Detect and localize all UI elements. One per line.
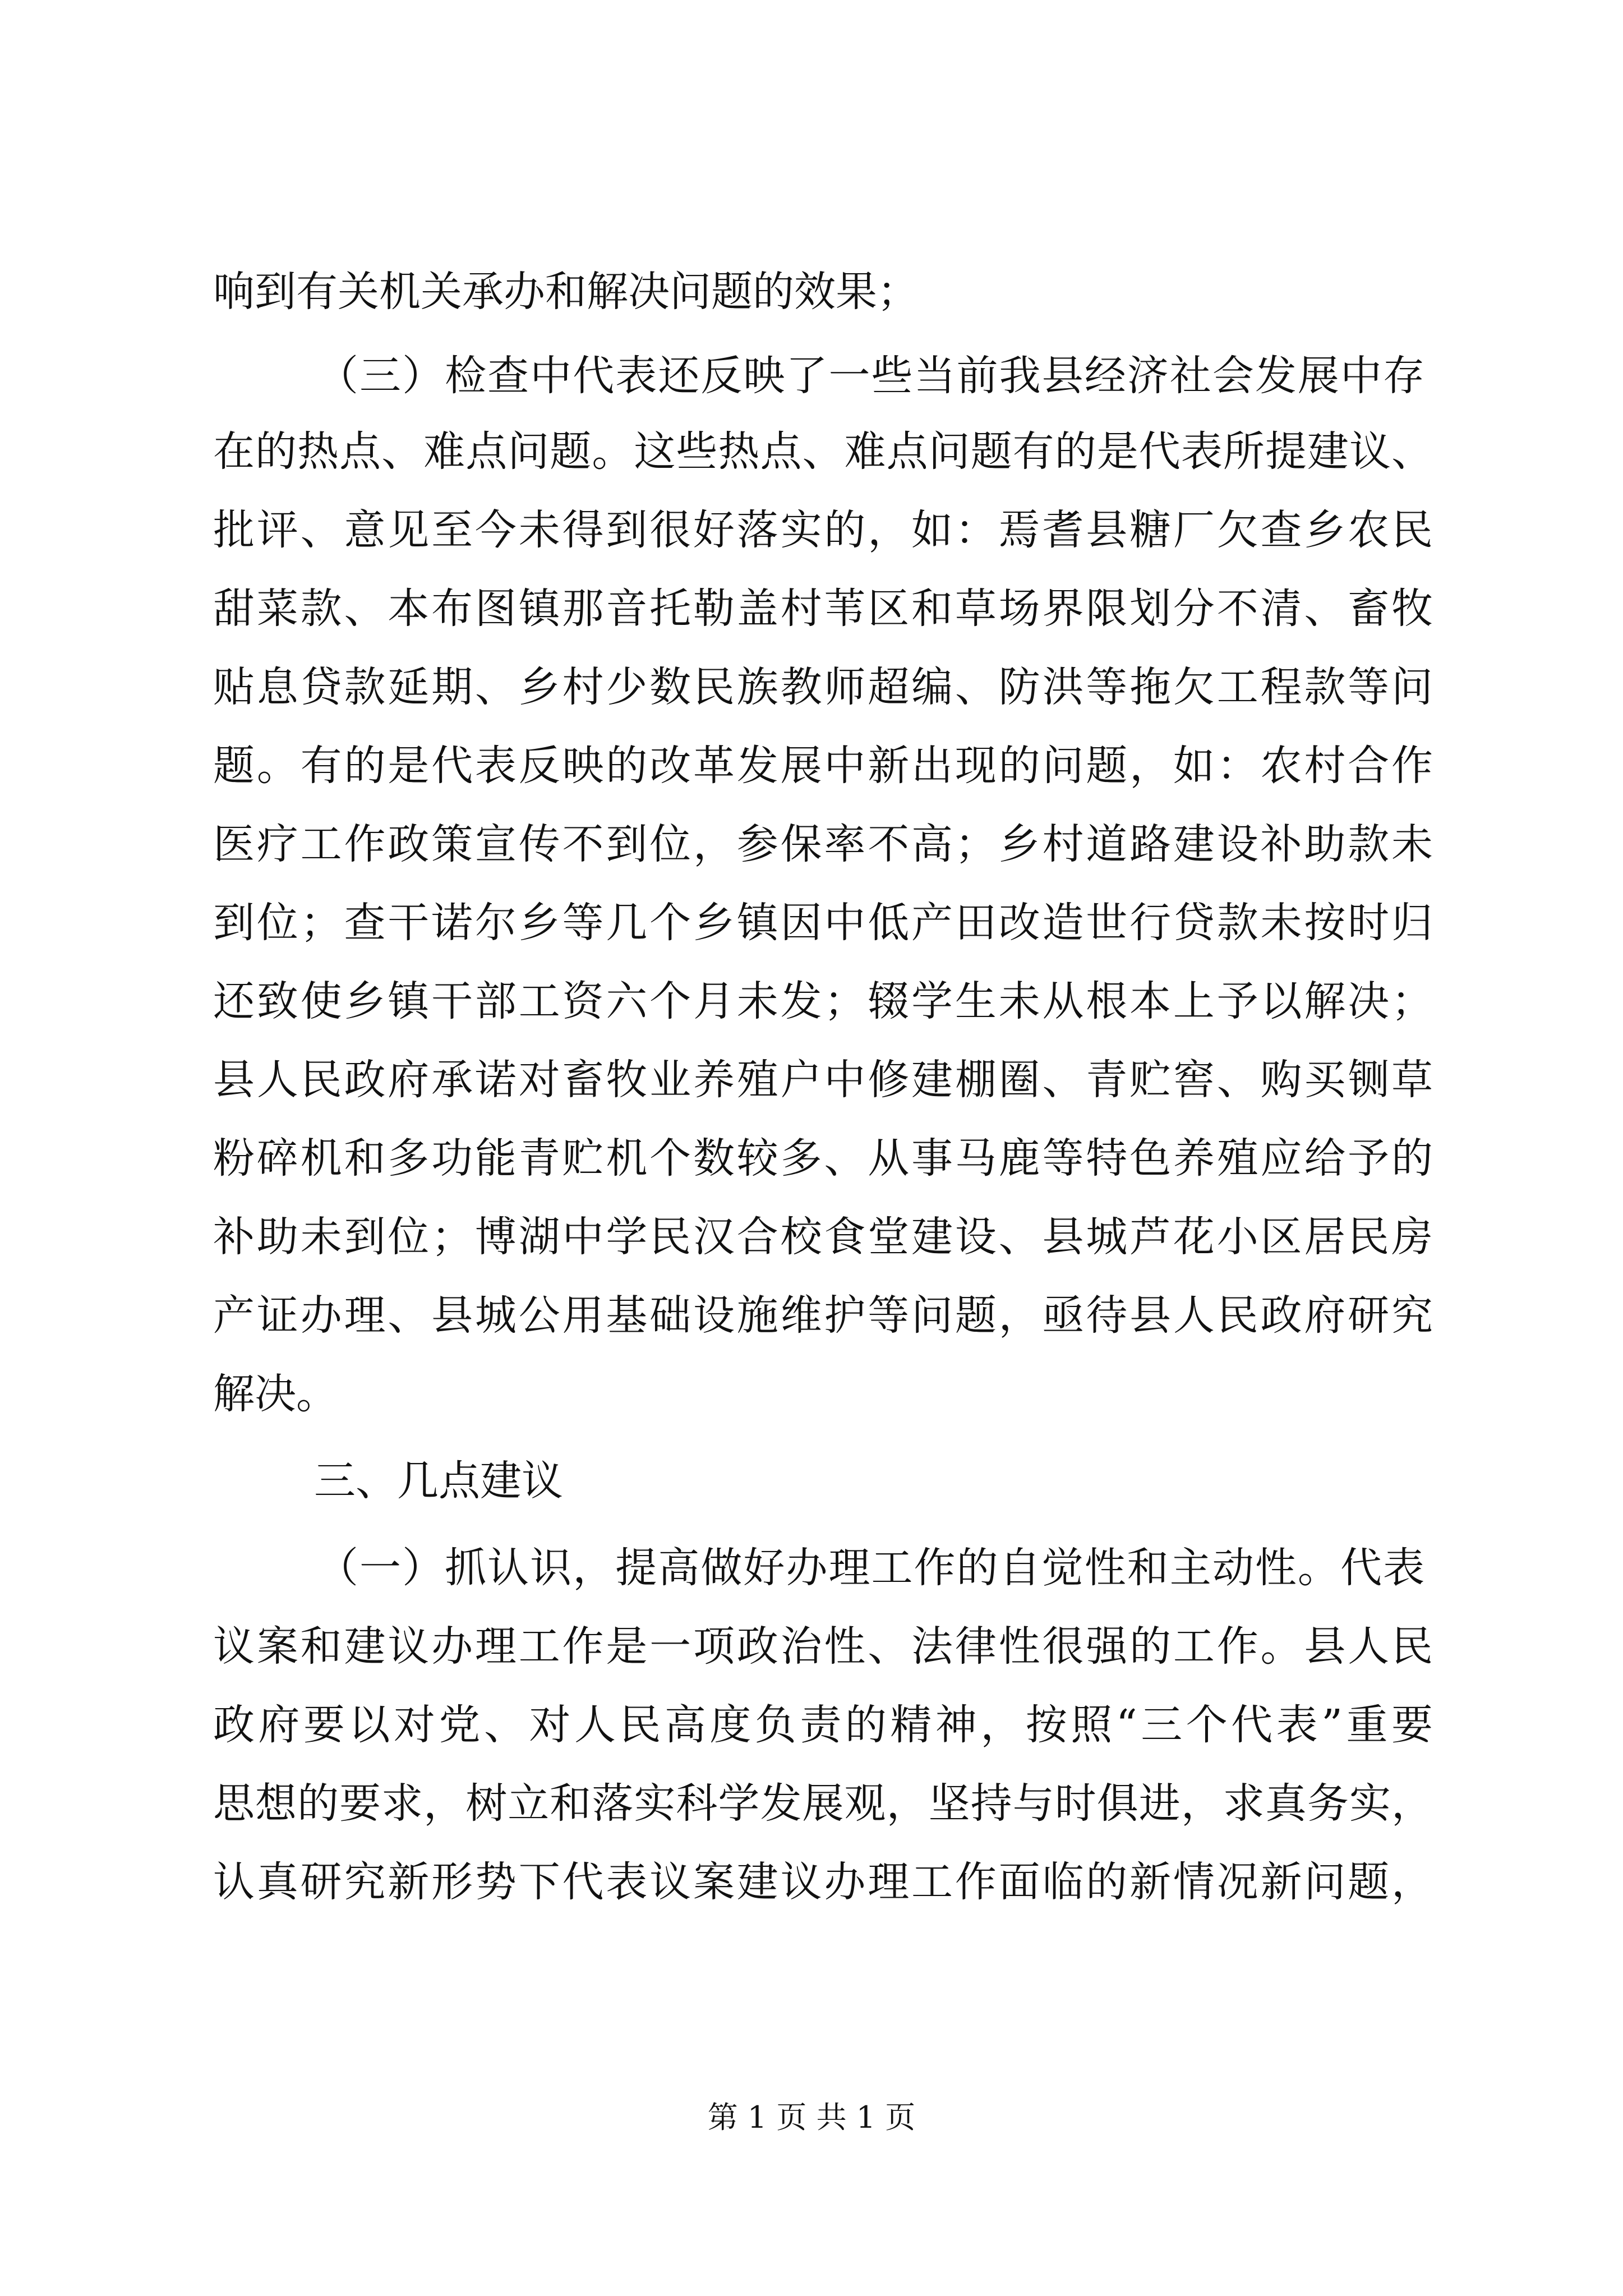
text-line-1: 响到有关机关承办和解决问题的效果； (213, 268, 919, 316)
text-line-6: 贴息贷款延期、乡村少数民族教师超编、防洪等拖欠工程款等问 (213, 663, 1433, 711)
text-line-10: 还致使乡镇干部工资六个月未发；辍学生未从根本上予以解决； (213, 977, 1433, 1025)
text-line-17: （一）抓认识，提高做好办理工作的自觉性和主动性。代表 (317, 1544, 1424, 1592)
text-line-5: 甜菜款、本布图镇那音托勒盖村苇区和草场界限划分不清、畜牧 (213, 585, 1433, 633)
text-line-15: 解决。 (213, 1370, 338, 1418)
text-line-9: 到位；查干诺尔乡等几个乡镇因中低产田改造世行贷款未按时归 (213, 899, 1433, 947)
section-heading: 三、几点建议 (314, 1457, 563, 1505)
text-line-3: 在的热点、难点问题。这些热点、难点问题有的是代表所提建议、 (213, 427, 1433, 476)
text-line-19: 政府要以对党、对人民高度负责的精神，按照“三个代表”重要 (213, 1701, 1433, 1749)
text-line-13: 补助未到位；博湖中学民汉合校食堂建设、县城芦花小区居民房 (213, 1213, 1433, 1261)
text-line-4: 批评、意见至今未得到很好落实的，如：焉耆县糖厂欠查乡农民 (213, 506, 1433, 554)
text-line-12: 粉碎机和多功能青贮机个数较多、从事马鹿等特色养殖应给予的 (213, 1134, 1433, 1182)
text-line-18: 议案和建议办理工作是一项政治性、法律性很强的工作。县人民 (213, 1622, 1433, 1671)
text-line-20: 思想的要求，树立和落实科学发展观，坚持与时俱进，求真务实， (213, 1779, 1433, 1828)
text-line-11: 县人民政府承诺对畜牧业养殖户中修建棚圈、青贮窖、购买铡草 (213, 1056, 1433, 1104)
page-footer: 第 1 页 共 1 页 (707, 2100, 916, 2135)
text-line-21: 认真研究新形势下代表议案建议办理工作面临的新情况新问题， (213, 1858, 1433, 1906)
text-line-7: 题。有的是代表反映的改革发展中新出现的问题，如：农村合作 (213, 742, 1433, 790)
text-line-2: （三）检查中代表还反映了一些当前我县经济社会发展中存 (317, 352, 1424, 400)
text-line-14: 产证办理、县城公用基础设施维护等问题，亟待县人民政府研究 (213, 1291, 1433, 1340)
text-line-8: 医疗工作政策宣传不到位，参保率不高；乡村道路建设补助款未 (213, 820, 1433, 868)
